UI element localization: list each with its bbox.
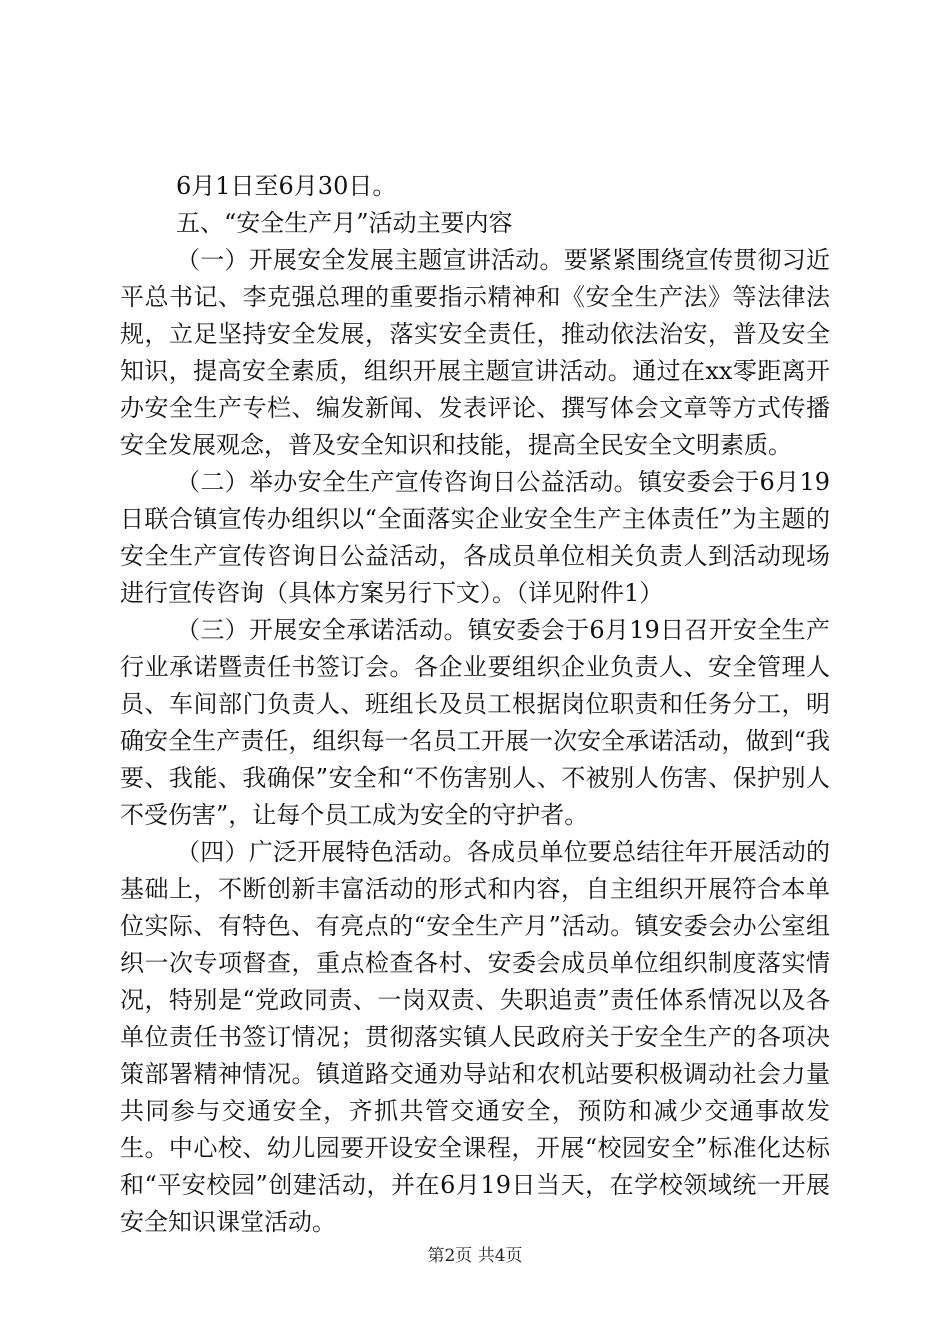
- paragraph-3: （三）开展安全承诺活动。镇安委会于6月19日召开安全生产行业承诺暨责任书签订会。各企业要组织企业负责人、安全管理人员、车间部门负责人、班组长及员工根据岗位职责和任务分工，明确安全生产责任，组织每一名员工开展一次安全承诺活动，做到“我要、我能、我确保”安全和“不伤害别人、不被别人伤害、保护别人不受伤害”，让每个员工成为安全的守护者。: [120, 616, 830, 829]
- date-range-line: 6月1日至6月30日。: [176, 172, 397, 200]
- paragraph-1: （一）开展安全发展主题宣讲活动。要紧紧围绕宣传贯彻习近平总书记、李克强总理的重要指示精神和《安全生产法》等法律法规，立足坚持安全发展，落实安全责任，推动依法治安，普及安全知识，提高安全素质，组织开展主题宣讲活动。通过在xx零距离开办安全生产专栏、编发新闻、发表评论、撰写体会文章等方式传播安全发展观念，普及安全知识和技能，提高全民安全文明素质。: [120, 246, 830, 459]
- page-footer: 第2页 共4页: [427, 1246, 523, 1266]
- section-heading: 五、“安全生产月”活动主要内容: [176, 209, 513, 237]
- document-body: [120, 168, 830, 1241]
- paragraph-4: （四）广泛开展特色活动。各成员单位要总结往年开展活动的基础上，不断创新丰富活动的形式和内容，自主组织开展符合本单位实际、有特色、有亮点的“安全生产月”活动。镇安委会办公室组织一次专项督查，重点检查各村、安委会成员单位组织制度落实情况，特别是“党政同责、一岗双责、失职追责”责任体系情况以及各单位责任书签订情况；贯彻落实镇人民政府关于安全生产的各项决策部署精神情况。镇道路交通劝导站和农机站要积极调动社会力量共同参与交通安全，齐抓共管交通安全，预防和减少交通事故发生。中心校、幼儿园要开设安全课程，开展“校园安全”标准化达标和“平安校园”创建活动，并在6月19日当天，在学校领域统一开展安全知识课堂活动。: [120, 838, 830, 1236]
- paragraph-2: （二）举办安全生产宣传咨询日公益活动。镇安委会于6月19日联合镇宣传办组织以“全面落实企业安全生产主体责任”为主题的安全生产宣传咨询日公益活动，各成员单位相关负责人到活动现场进行宣传咨询（具体方案另行下文）。（详见附件1）: [120, 468, 830, 607]
